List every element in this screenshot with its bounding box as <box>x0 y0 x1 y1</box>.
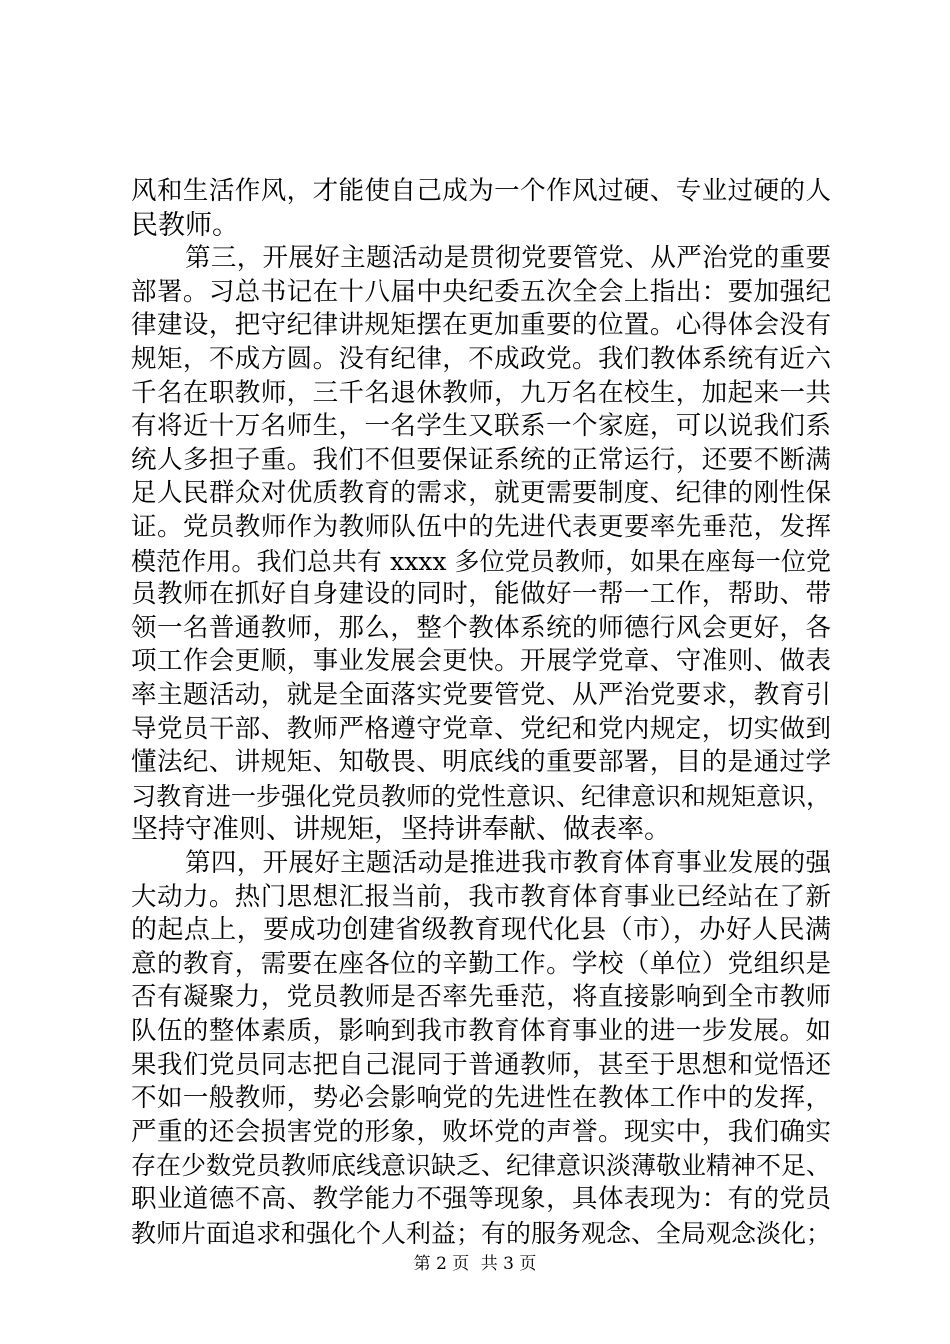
text-line: 风和生活作风，才能使自己成为一个作风过硬、专业过硬的人 <box>131 176 831 206</box>
text-line: 存在少数党员教师底线意识缺乏、纪律意识淡薄敬业精神不足、 <box>131 1151 832 1181</box>
text-line: 坚持守准则、讲规矩，坚持讲奉献、做表率。 <box>131 814 671 846</box>
text-line: 员教师在抓好自身建设的同时，能做好一帮一工作，帮助、带 <box>131 579 831 610</box>
text-line: 千名在职教师，三千名退休教师，九万名在校生，加起来一共 <box>131 377 831 408</box>
text-line: 习教育进一步强化党员教师的党性意识、纪律意识和规矩意识， <box>131 781 832 811</box>
paragraph-start-line: 第三，开展好主题活动是贯彻党要管党、从严治党的重要 <box>185 243 831 274</box>
text-line: 严重的还会损害党的形象，败坏党的声誉。现实中，我们确实 <box>131 1116 831 1147</box>
text-line: 模范作用。我们总共有 xxxx 多位党员教师，如果在座每一位党 <box>131 546 831 576</box>
text-line: 证。党员教师作为教师队伍中的先进代表更要率先垂范，发挥 <box>131 512 831 542</box>
text-line: 律建设，把守纪律讲规矩摆在更加重要的位置。心得体会没有 <box>131 310 831 341</box>
page-total: 共 3 页 <box>480 1254 537 1274</box>
text-line: 职业道德不高、教学能力不强等现象，具体表现为：有的党员 <box>131 1184 831 1214</box>
text-line: 统人多担子重。我们不但要保证系统的正常运行，还要不断满 <box>131 444 831 475</box>
text-line: 率主题活动，就是全面落实党要管党、从严治党要求，教育引 <box>131 680 831 710</box>
text-line: 有将近十万名师生，一名学生又联系一个家庭，可以说我们系 <box>131 411 831 442</box>
paragraph-start-line: 第四，开展好主题活动是推进我市教育体育事业发展的强 <box>185 848 831 878</box>
text-line: 部署。习总书记在十八届中央纪委五次全会上指出：要加强纪 <box>131 276 831 307</box>
text-line: 果我们党员同志把自己混同于普通教师，甚至于思想和觉悟还 <box>131 1049 831 1080</box>
text-line: 队伍的整体素质，影响到我市教育体育事业的进一步发展。如 <box>131 1016 831 1046</box>
text-line: 民教师。 <box>131 209 239 241</box>
text-line: 否有凝聚力，党员教师是否率先垂范，将直接影响到全市教师 <box>131 982 831 1013</box>
text-line: 教师片面追求和强化个人利益；有的服务观念、全局观念淡化； <box>131 1218 832 1248</box>
text-line: 懂法纪、讲规矩、知敬畏、明底线的重要部署，目的是通过学 <box>131 747 831 778</box>
text-line: 导党员干部、教师严格遵守党章、党纪和党内规定，切实做到 <box>131 713 831 744</box>
page-footer <box>0 1252 950 1276</box>
text-line: 大动力。热门思想汇报当前，我市教育体育事业已经站在了新 <box>131 881 831 912</box>
text-line: 的起点上，要成功创建省级教育现代化县（市），办好人民满 <box>131 915 831 946</box>
text-line: 规矩，不成方圆。没有纪律，不成政党。我们教体系统有近六 <box>131 344 831 374</box>
text-line: 领一名普通教师，那么，整个教体系统的师德行风会更好，各 <box>131 612 831 643</box>
text-line: 项工作会更顺，事业发展会更快。开展学党章、守准则、做表 <box>131 646 831 677</box>
text-line: 足人民群众对优质教育的需求，就更需要制度、纪律的刚性保 <box>131 478 831 509</box>
text-line: 意的教育，需要在座各位的辛勤工作。学校（单位）党组织是 <box>131 948 831 979</box>
page-number: 第 2 页 <box>413 1254 470 1274</box>
text-line: 不如一般教师，势必会影响党的先进性在教体工作中的发挥， <box>131 1083 831 1114</box>
